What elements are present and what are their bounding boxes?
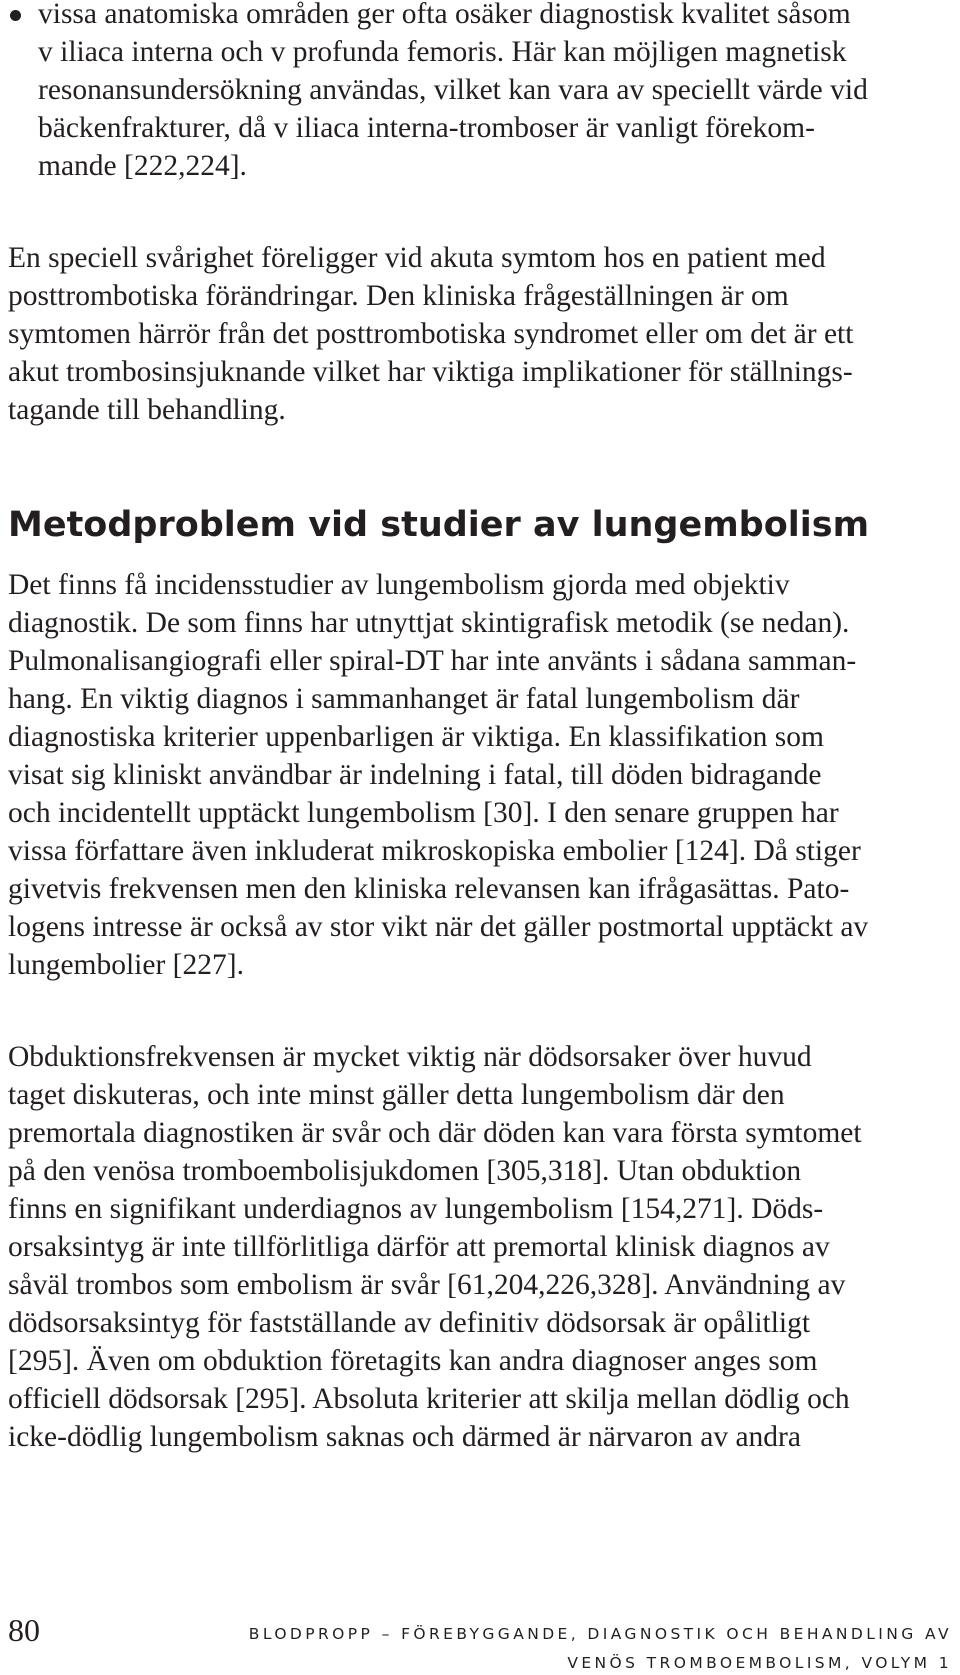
paragraph-line: [295]. Även om obduktion företagits kan andra diagnoser anges som <box>8 1345 818 1377</box>
paragraph-line: och incidentellt upptäckt lungembolism [30]. I den senare gruppen har <box>8 797 839 829</box>
paragraph-line: dödsorsaksintyg för fastställande av definitiv dödsorsak är opålitligt <box>8 1307 811 1339</box>
paragraph-line: visat sig kliniskt användbar är indelning i fatal, till döden bidragande <box>8 759 822 791</box>
paragraph-line: tagande till behandling. <box>8 394 286 426</box>
paragraph-line: icke-dödlig lungembolism saknas och därmed är närvaron av andra <box>8 1421 801 1453</box>
paragraph-line: hang. En viktig diagnos i sammanhanget är fatal lungembolism där <box>8 683 800 715</box>
paragraph-line: Obduktionsfrekvensen är mycket viktig när dödsorsaker över huvud <box>8 1041 812 1073</box>
paragraph-line: givetvis frekvensen men den kliniska relevansen kan ifrågasättas. Pato- <box>8 873 850 905</box>
paragraph-line: såväl trombos som embolism är svår [61,204,226,328]. Användning av <box>8 1269 846 1301</box>
bullet-line: resonansundersökning användas, vilket kan vara av speciellt värde vid <box>38 74 868 106</box>
paragraph-line: finns en signifikant underdiagnos av lungembolism [154,271]. Döds- <box>8 1193 824 1225</box>
paragraph-line: diagnostik. De som finns har utnyttjat skintigrafisk metodik (se nedan). <box>8 607 850 639</box>
bullet-line: vissa anatomiska områden ger ofta osäker diagnostisk kvalitet såsom <box>38 0 851 30</box>
paragraph-line: Det finns få incidensstudier av lungembolism gjorda med objektiv <box>8 569 790 601</box>
paragraph-line: En speciell svårighet föreligger vid akuta symtom hos en patient med <box>8 242 826 274</box>
paragraph-line: orsaksintyg är inte tillförlitliga därför att premortal klinisk diagnos av <box>8 1231 830 1263</box>
paragraph-line: vissa författare även inkluderat mikroskopiska embolier [124]. Då stiger <box>8 835 861 867</box>
bullet-line: v iliaca interna och v profunda femoris. Här kan möjligen magnetisk <box>38 36 847 68</box>
paragraph-line: Pulmonalisangiografi eller spiral-DT har inte använts i sådana samman- <box>8 645 857 677</box>
running-footer-title: VENÖS TROMBOEMBOLISM, VOLYM 1 <box>567 1654 952 1672</box>
paragraph-line: posttrombotiska förändringar. Den kliniska frågeställningen är om <box>8 280 789 312</box>
paragraph-line: akut trombosinsjuknande vilket har viktiga implikationer för ställnings- <box>8 356 853 388</box>
paragraph-line: officiell dödsorsak [295]. Absoluta kriterier att skilja mellan dödlig och <box>8 1383 850 1415</box>
paragraph-line: lungembolier [227]. <box>8 949 244 981</box>
bullet-line: bäckenfrakturer, då v iliaca interna-tromboser är vanligt förekom- <box>38 112 815 144</box>
paragraph-line: symtomen härrör från det posttrombotiska syndromet eller om det är ett <box>8 318 854 350</box>
running-footer-title: BLODPROPP – FÖREBYGGANDE, DIAGNOSTIK OCH BEHANDLING AV <box>248 1625 952 1643</box>
bullet-line: mande [222,224]. <box>38 150 247 182</box>
page-number: 80 <box>8 1612 40 1648</box>
paragraph-line: taget diskuteras, och inte minst gäller detta lungembolism där den <box>8 1079 785 1111</box>
paragraph-line: diagnostiska kriterier uppenbarligen är viktiga. En klassifikation som <box>8 721 824 753</box>
paragraph-line: premortala diagnostiken är svår och där döden kan vara första symtomet <box>8 1117 862 1149</box>
bullet-dot-icon <box>10 10 21 21</box>
section-heading: Metodproblem vid studier av lungembolism <box>8 505 870 545</box>
paragraph-line: på den venösa tromboembolisjukdomen [305,318]. Utan obduktion <box>8 1155 802 1187</box>
paragraph-line: logens intresse är också av stor vikt när det gäller postmortal upptäckt av <box>8 911 869 943</box>
